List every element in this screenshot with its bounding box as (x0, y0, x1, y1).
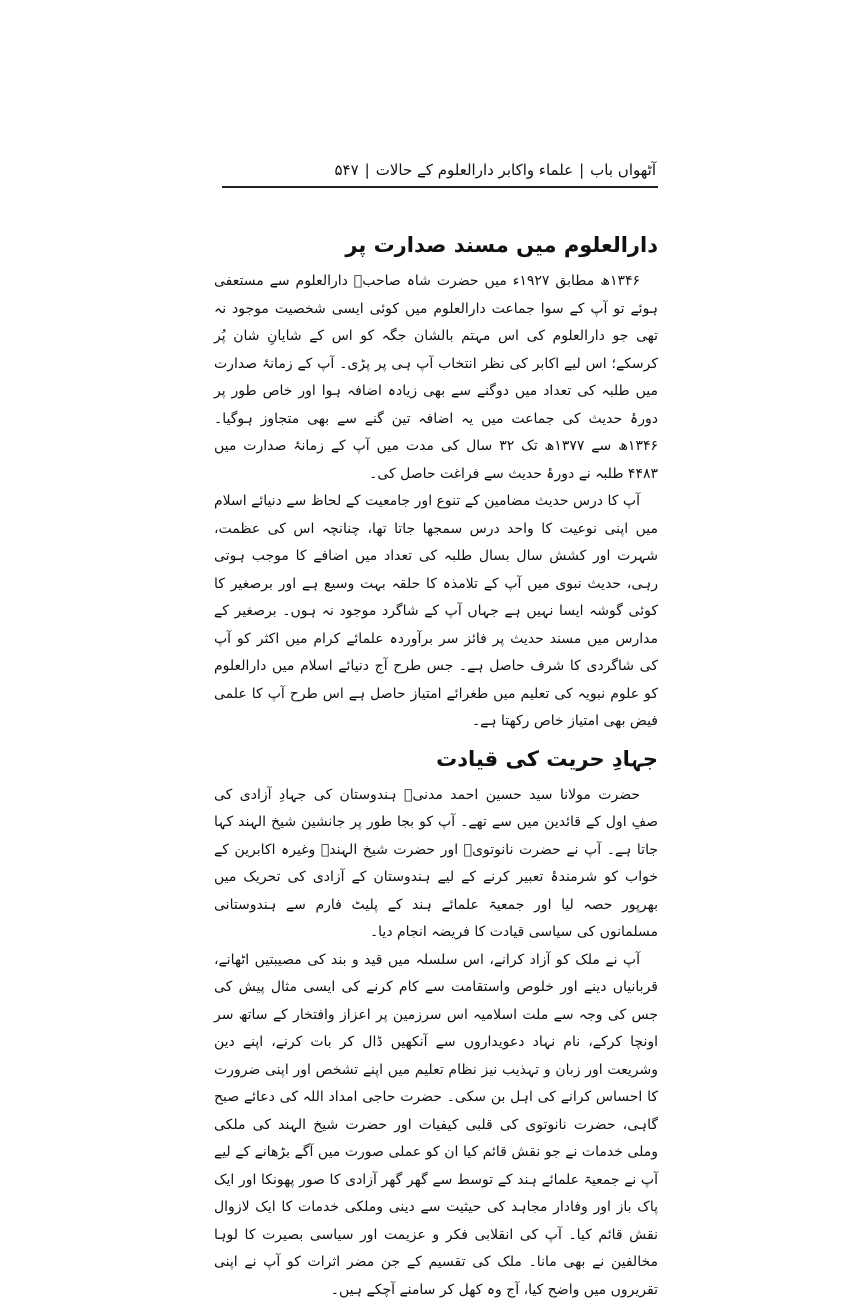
paragraph: ۱۳۴۶ھ مطابق ۱۹۲۷ء میں حضرت شاہ صاحبؒ دارالعلوم سے مستعفی ہوئے تو آپ کے سوا جماعت دارالعلوم میں کوئی ایسی شخصیت موجود نہ تھی جو دارالعلوم کی اس مہتم بالشان جگہ کو اس کے شایانِ شان پُر کرسکے؛ اس لیے اکابر کی نظر انتخاب آپ ہی پر پڑی۔ آپ کے زمانۂ صدارت میں طلبہ کی تعداد میں دوگنے سے بھی زیادہ اضافہ ہوا اور خاص طور پر دورۂ حدیث کی جماعت میں یہ اضافہ تین گنے سے بھی متجاوز ہوگیا۔ ۱۳۴۶ھ سے ۱۳۷۷ھ تک ۳۲ سال کی مدت میں آپ کے زمانۂ صدارت میں ۴۴۸۳ طلبہ نے دورۂ حدیث سے فراغت حاصل کی۔ (214, 268, 658, 488)
header-separator: | (573, 161, 590, 179)
header-separator: | (359, 161, 376, 179)
section-heading: دارالعلوم میں مسند صدارت پر (214, 228, 658, 262)
chapter-label: آٹھواں باب (590, 161, 656, 179)
page-body (214, 228, 658, 1128)
paragraph: آپ نے ملک کو آزاد کرانے، اس سلسلہ میں قید و بند کی مصیبتیں اٹھانے، قربانیاں دینے اور خلوص واستقامت سے کام کرنے کی ایسی مثال پیش کی جس کی وجہ سے ملت اسلامیہ اس سرزمین پر اعزاز وافتخار کے ساتھ سر اونچا کرکے، نام نہاد دعویداروں سے آنکھیں ڈال کر بات کرنے، اپنے دین وشریعت اور زبان و تہذیب نیز نظام تعلیم میں اپنے تشخص اور اپنی ضرورت کا احساس کرانے کی اہل بن سکی۔ حضرت حاجی امداد اللہ کی دعائے صبح گاہی، حضرت نانوتوی کی قلبی کیفیات اور حضرت شیخ الہند کی ملکی وملی خدمات نے جو نقش قائم کیا ان کو عملی صورت میں آگے بڑھانے کے لیے آپ نے جمعیۃ علمائے ہند کے توسط سے گھر گھر آزادی کا صور پھونکا اور ایک پاک باز اور وفادار مجاہد کی حیثیت سے دینی وملکی خدمات کا ایک لازوال نقش قائم کیا۔ آپ کی انقلابی فکر و عزیمت اور سیاسی بصیرت کا لوہا مخالفین نے بھی مانا۔ ملک کی تقسیم کے جن مضر اثرات کو آپ نے اپنی تقریروں میں واضح کیا، آج وہ کھل کر سامنے آچکے ہیں۔ (214, 947, 658, 1304)
paragraph: حضرت مولانا سید حسین احمد مدنیؒ ہندوستان کی جہادِ آزادی کی صفِ اول کے قائدین میں سے تھے۔ آپ کو بجا طور پر جانشین شیخ الہند کہا جاتا ہے۔ آپ نے حضرت نانوتویؒ اور حضرت شیخ الہندؒ وغیرہ اکابرین کے خواب کو شرمندۂ تعبیر کرنے کے لیے ہندوستان کے آزادی کی تحریک میں بھرپور حصہ لیا اور جمعیۃ علمائے ہند کے پلیٹ فارم سے ہندوستانی مسلمانوں کی سیاسی قیادت کا فریضہ انجام دیا۔ (214, 782, 658, 947)
page-number: ۵۴۷ (335, 161, 359, 179)
paragraph: آپ کا درس حدیث مضامین کے تنوع اور جامعیت کے لحاظ سے دنیائے اسلام میں اپنی نوعیت کا واحد درس سمجھا جاتا تھا، چنانچہ اس کی عظمت، شہرت اور کشش سال بسال طلبہ کی تعداد میں اضافے کا موجب ہوتی رہی، حدیث نبوی میں آپ کے تلامذہ کا حلقہ بہت وسیع ہے اور برصغیر کا کوئی گوشہ ایسا نہیں ہے جہاں آپ کے شاگرد موجود نہ ہوں۔ برصغیر کے مدارس میں مسند حدیث پر فائز سر برآوردہ علمائے کرام میں اکثر کو آپ کی شاگردی کا شرف حاصل ہے۔ جس طرح آج دنیائے اسلام میں دارالعلوم کو علوم نبویہ کی تعلیم میں طغرائے امتیاز حاصل ہے اس طرح آپ کا علمی فیض بھی امتیاز خاص رکھتا ہے۔ (214, 488, 658, 736)
chapter-title: علماء واکابر دارالعلوم کے حالات (376, 161, 573, 179)
section-heading: جہادِ حریت کی قیادت (214, 742, 658, 776)
running-header (228, 157, 656, 183)
header-rule (222, 186, 658, 188)
